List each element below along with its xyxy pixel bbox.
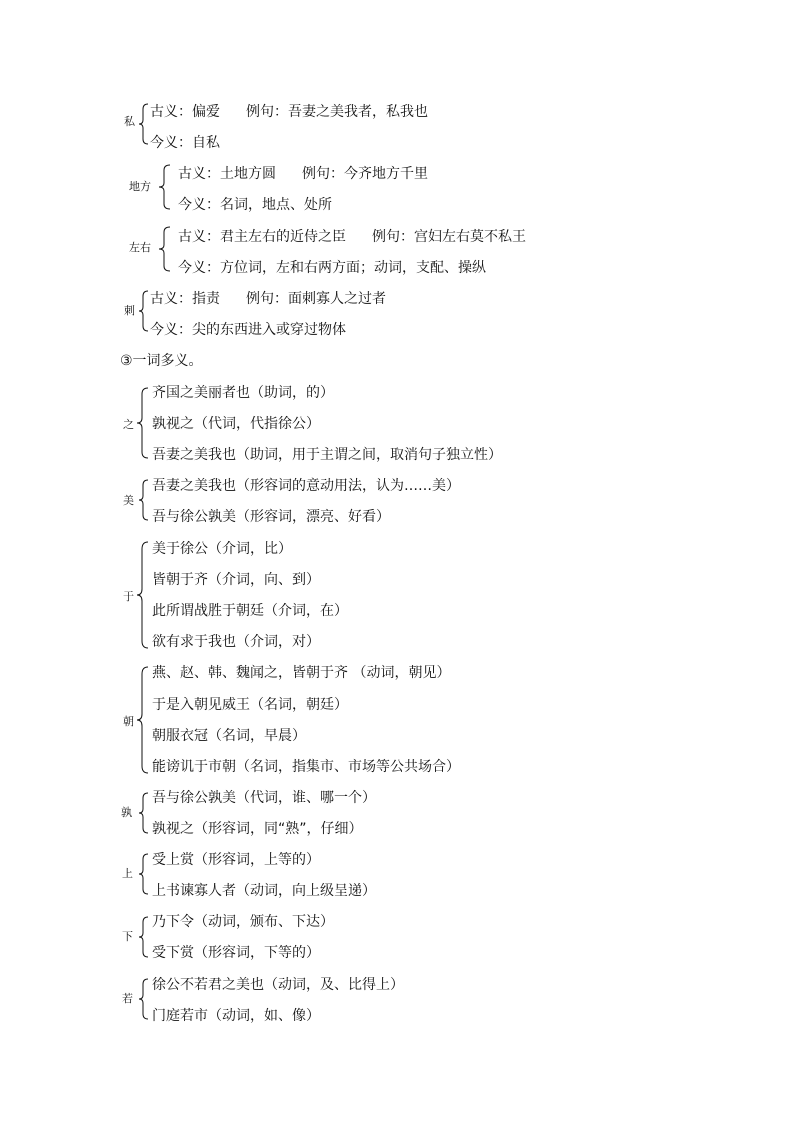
sense-line: 孰视之（形容词，同“熟”，仔细） (152, 821, 363, 837)
curly-brace-icon (158, 226, 172, 272)
sense-line: 吾与徐公孰美（代词，谁、哪一个） (152, 790, 376, 806)
ancient-text: 古义：土地方圆 (178, 166, 276, 182)
sense-line: 受上赏（形容词，上等的） (152, 852, 320, 868)
sense-line: 朝服衣冠（名词，早晨） (152, 728, 306, 744)
curly-brace-icon (138, 479, 150, 521)
headword: 左右 (129, 241, 151, 254)
section-heading: ③一词多义。 (120, 353, 203, 369)
curly-brace-icon (138, 853, 150, 895)
modern-meaning: 今义：自私 (150, 135, 220, 151)
sense-line: 皆朝于齐（介词，向、到） (152, 572, 320, 588)
example-text: 例句：今齐地方千里 (302, 166, 428, 182)
example-text: 例句：面刺寡人之过者 (246, 291, 386, 307)
curly-brace-icon (136, 541, 150, 649)
sense-line: 齐国之美丽者也（助词，的） (152, 385, 334, 401)
curly-brace-icon (158, 164, 172, 210)
ancient-text: 古义：偏爱 (150, 104, 220, 120)
curly-brace-icon (138, 103, 150, 145)
sense-line: 乃下令（动词，颁布、下达） (152, 914, 334, 930)
modern-meaning: 今义：尖的东西进入或穿过物体 (150, 322, 346, 338)
curly-brace-icon (136, 387, 150, 459)
headword: 刺 (124, 304, 135, 317)
headword: 之 (123, 418, 134, 431)
sense-line: 能谤讥于市朝（名词，指集市、市场等公共场合） (152, 759, 460, 775)
curly-brace-icon (138, 978, 150, 1020)
sense-line: 于是入朝见威王（名词，朝廷） (152, 697, 348, 713)
sense-line: 吾与徐公孰美（形容词，漂亮、好看） (152, 509, 390, 525)
headword: 美 (123, 494, 134, 507)
example-text: 例句：吾妻之美我者，私我也 (246, 104, 428, 120)
ancient-meaning (178, 228, 526, 246)
headword: 于 (123, 590, 134, 603)
ancient-meaning (150, 290, 386, 308)
curly-brace-icon (138, 916, 150, 958)
sense-line: 徐公不若君之美也（动词，及、比得上） (152, 977, 404, 993)
sense-line: 孰视之（代词，代指徐公） (152, 416, 320, 432)
sense-line: 门庭若市（动词，如、像） (152, 1008, 320, 1024)
headword: 下 (122, 930, 133, 943)
curly-brace-icon (138, 290, 150, 332)
ancient-meaning (150, 103, 428, 121)
curly-brace-icon (138, 792, 150, 834)
curly-brace-icon (136, 666, 150, 774)
sense-line: 上书谏寡人者（动词，向上级呈递） (152, 883, 376, 899)
headword: 地方 (129, 180, 151, 193)
modern-meaning: 今义：名词，地点、处所 (178, 197, 332, 213)
sense-line: 燕、赵、韩、魏闻之，皆朝于齐 （动词，朝见） (152, 665, 451, 681)
sense-line: 吾妻之美我也（形容词的意动用法，认为……美） (152, 478, 460, 494)
example-text: 例句：宫妇左右莫不私王 (372, 229, 526, 245)
sense-line: 美于徐公（介词，比） (152, 541, 292, 557)
modern-meaning: 今义：方位词，左和右两方面；动词，支配、操纵 (178, 260, 486, 276)
headword: 若 (122, 992, 133, 1005)
ancient-text: 古义：君主左右的近侍之臣 (178, 229, 346, 245)
ancient-meaning (178, 165, 428, 183)
headword: 私 (124, 115, 135, 128)
sense-line: 吾妻之美我也（助词，用于主谓之间，取消句子独立性） (152, 447, 502, 463)
sense-line: 受下赏（形容词，下等的） (152, 945, 320, 961)
headword: 上 (122, 867, 133, 880)
ancient-text: 古义：指责 (150, 291, 220, 307)
headword: 朝 (123, 715, 134, 728)
sense-line: 此所谓战胜于朝廷（介词，在） (152, 603, 348, 619)
headword: 孰 (121, 806, 132, 819)
sense-line: 欲有求于我也（介词，对） (152, 634, 320, 650)
